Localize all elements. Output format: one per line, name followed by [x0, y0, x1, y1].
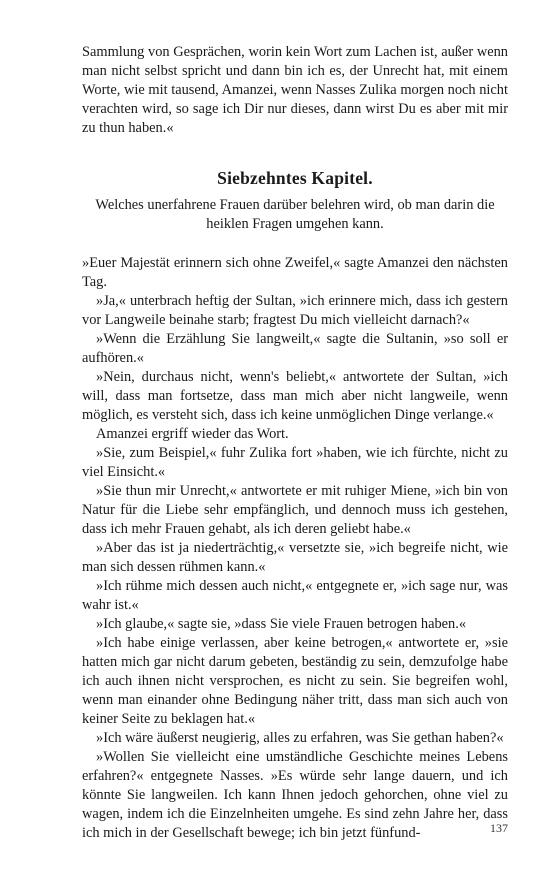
paragraph: »Ich habe einige verlassen, aber keine betrogen,« antwortete er, »sie hatten mich gar nicht darum gebeten, beständig zu sein, demzufolge habe ich auch ihnen nicht versprochen, es nicht zu sein. Sie begreifen wohl, wenn man einander ohne Bedingung näher tritt, dass man sich auch von keiner Seite zu beklagen hat.«: [82, 635, 508, 727]
paragraph: »Euer Majestät erinnern sich ohne Zweifel,« sagte Amanzei den nächsten Tag.: [82, 255, 508, 290]
paragraph: »Wollen Sie vielleicht eine umständliche Geschichte meines Lebens erfahren?« entgegnete Nasses. »Es würde sehr lange dauern, und ich könnte Sie langweilen. Ich kann Ihnen jedoch gehorchen, ohne viel zu wagen, indem ich die Einzelnheiten umgehe. Es sind zehn Jahre her, dass ich mich in der Gesellschaft bewege; ich bin jetzt fünfund-: [82, 749, 508, 841]
opening-paragraph: Sammlung von Gesprächen, worin kein Wort zum Lachen ist, außer wenn man nicht selbst spricht und dann bin ich es, der Unrecht hat, mit einem Worte, wie mit tausend, Amanzei, wenn Nasses Zulika morgen noch nicht verachten wird, so sage ich Dir nur dieses, dann wirst Du es aber mit mir zu thun haben.«: [82, 44, 508, 136]
paragraph: »Ja,« unterbrach heftig der Sultan, »ich erinnere mich, dass ich gestern vor Langweile beinahe starb; fragtest Du mich vielleicht darnach?«: [82, 293, 508, 328]
paragraph: »Sie thun mir Unrecht,« antwortete er mit ruhiger Miene, »ich bin von Natur für die Liebe sehr empfänglich, und dennoch muss ich gestehen, dass ich mehr Frauen gehabt, als ich deren geliebt habe.«: [82, 483, 508, 537]
paragraph: »Ich glaube,« sagte sie, »dass Sie viele Frauen betrogen haben.«: [96, 616, 467, 632]
page-text: [82, 43, 508, 843]
paragraph: »Sie, zum Beispiel,« fuhr Zulika fort »haben, wie ich fürchte, nicht zu viel Einsicht.«: [82, 445, 508, 480]
chapter-body: [82, 254, 508, 843]
paragraph: »Wenn die Erzählung Sie langweilt,« sagte die Sultanin, »so soll er aufhören.«: [82, 331, 508, 366]
paragraph: »Nein, durchaus nicht, wenn's beliebt,« antwortete der Sultan, »ich will, dass man fortsetze, dass man mich aber nicht langweile, wenn möglich, es versteht sich, dass ich keine unmöglichen Dinge verlange.«: [82, 369, 508, 423]
chapter-title: Siebzehntes Kapitel.: [217, 168, 373, 188]
paragraph: »Ich rühme mich dessen auch nicht,« entgegnete er, »ich sage nur, was wahr ist.«: [82, 578, 508, 613]
paragraph: »Ich wäre äußerst neugierig, alles zu erfahren, was Sie gethan haben?«: [96, 730, 504, 746]
page-number: 137: [490, 821, 508, 835]
paragraph: Amanzei ergriff wieder das Wort.: [96, 426, 289, 442]
paragraph: »Aber das ist ja niederträchtig,« versetzte sie, »ich begreife nicht, wie man sich dessen rühmen kann.«: [82, 540, 508, 575]
chapter-subtitle: Welches unerfahrene Frauen darüber belehren wird, ob man darin die heiklen Fragen umgehen kann.: [95, 197, 495, 232]
